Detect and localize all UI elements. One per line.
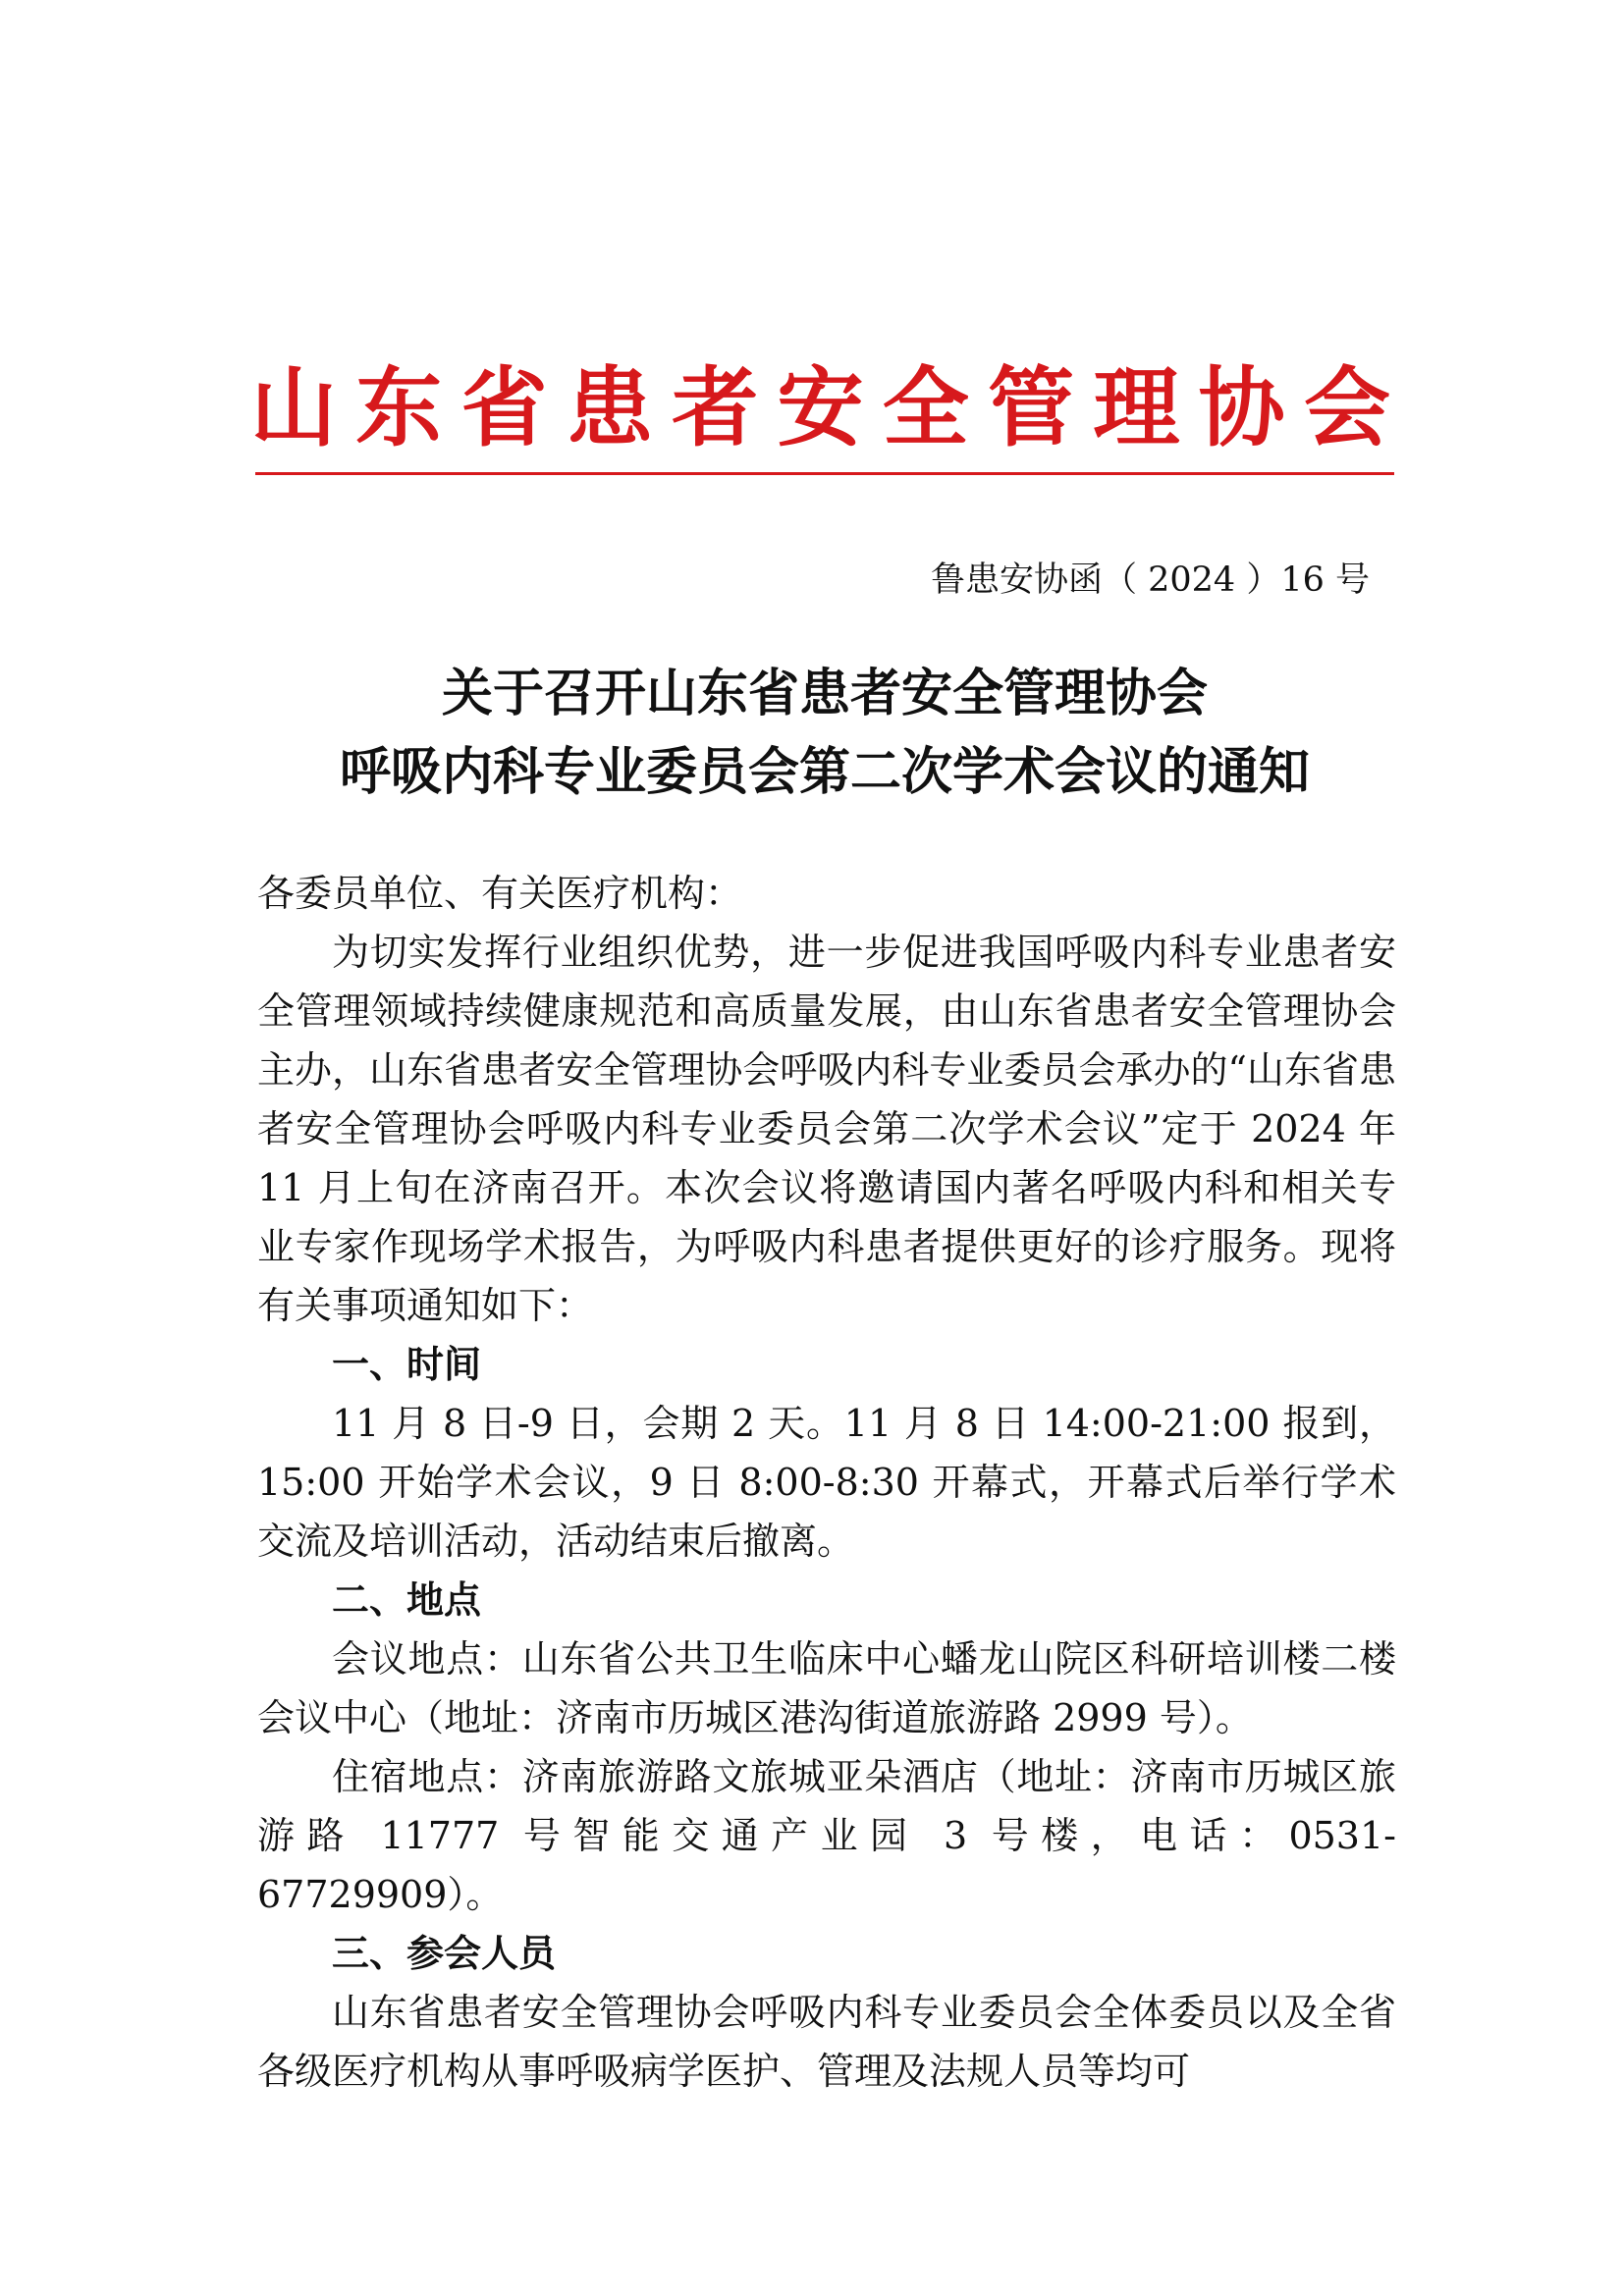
intro-paragraph: 为切实发挥行业组织优势，进一步促进我国呼吸内科专业患者安全管理领域持续健康规范和高质量发展，由山东省患者安全管理协会主办，山东省患者安全管理协会呼吸内科专业委员会承办的“山东省患者安全管理协会呼吸内科专业委员会第二次学术会议”定于 2024 年 11 月上旬在济南召开。本次会议将邀请国内著名呼吸内科和相关专业专家作现场学术报告，为呼吸内科患者提供更好的诊疗服务。现将有关事项通知如下： [257,931,1396,1327]
header-divider [255,472,1394,475]
salutation: 各委员单位、有关医疗机构： [257,872,743,915]
section-heading-time: 一、时间 [332,1343,482,1386]
section-paragraph-venue: 会议地点：山东省公共卫生临床中心蟠龙山院区科研培训楼二楼会议中心（地址：济南市历城区港沟街道旅游路 2999 号）。 [257,1637,1396,1739]
document-title-line-1: 关于召开山东省患者安全管理协会 [441,665,1208,723]
document-number: 鲁患安协函（ 2024 ）16 号 [931,561,1370,600]
document-body [257,864,1396,2101]
section-paragraph-time: 11 月 8 日-9 日，会期 2 天。11 月 8 日 14:00-21:00 报到，15:00 开始学术会议，9 日 8:00-8:30 开幕式，开幕式后举行学术交流及培训活动，活动结束后撤离。 [257,1402,1396,1563]
section-heading-attendees: 三、参会人员 [332,1932,557,1975]
organization-header: 山东省患者安全管理协会 [250,356,1394,458]
section-paragraph-attendees: 山东省患者安全管理协会呼吸内科专业委员会全体委员以及全省各级医疗机构从事呼吸病学医护、管理及法规人员等均可 [257,1991,1396,2093]
section-paragraph-lodging: 住宿地点：济南旅游路文旅城亚朵酒店（地址：济南市历城区旅游路 11777 号智能交通产业园 3 号楼，电话：0531-67729909）。 [257,1755,1396,1916]
section-heading-location: 二、地点 [332,1578,482,1622]
document-title-line-2: 呼吸内科专业委员会第二次学术会议的通知 [339,743,1310,802]
